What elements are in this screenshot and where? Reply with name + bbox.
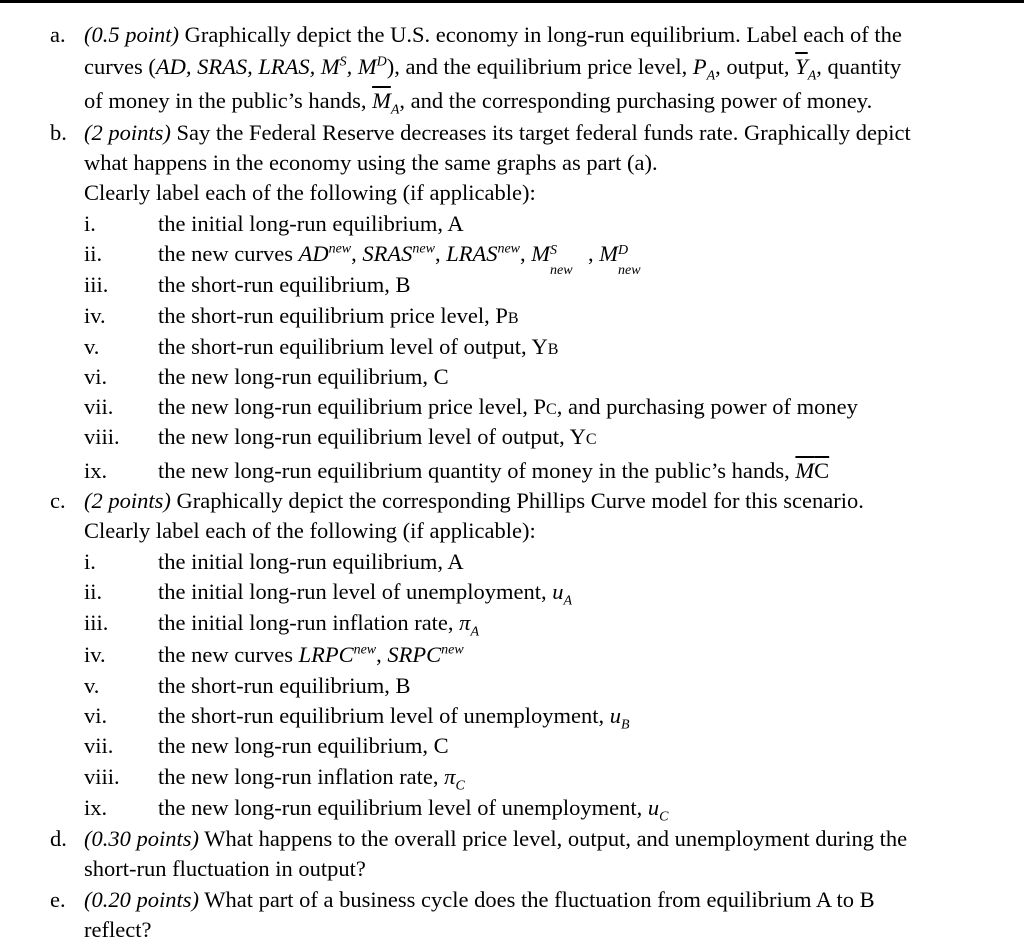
question-a-text-2-pre: curves ( [84,54,156,79]
item-small-cap: B [547,341,559,358]
question-a-pa-sub: A [706,68,716,84]
question-e-text-1: What part of a business cycle does the fluctuation from equilibrium A to B [204,887,875,912]
item-text-main: the short-run equilibrium level of output, Y [158,334,548,359]
question-a-ya: $\overline{Y}$ [795,54,808,79]
item-var: u [552,579,564,604]
question-a-text-3-pre: of money in the public’s hands, [84,88,373,113]
item-text-main: the new long-run equilibrium level of output, Y [158,424,586,449]
item-var-sub: A [563,593,573,609]
question-a-line-2 [84,54,902,84]
item-text-main: the new curves [158,642,299,667]
question-d-letter: d. [50,826,67,851]
question-c-letter-line [50,490,66,513]
question-d-text-2: short-run fluctuation in output? [84,856,366,881]
item-text-main: the new long-run equilibrium level of unemployment, [158,795,648,820]
item-text: the new long-run equilibrium, C [158,364,449,389]
item-number: viii. [84,764,120,789]
ad-new-sup: new [328,241,352,257]
item-text [158,305,519,328]
question-a-text-2-end: , quantity [816,54,902,79]
srpc-label: SRPC [387,642,442,667]
item-text-main: the short-run equilibrium level of unemployment, [158,703,610,728]
item-number: ii. [84,241,103,266]
item-text-main: the short-run equilibrium price level, P [158,303,508,328]
item-number: vii. [84,394,114,419]
item-text-main: the new long-run equilibrium price level, P [158,394,547,419]
item-number: i. [84,549,96,574]
mc-c: $\overline{C}$ [814,458,830,483]
item-text-main: the new long-run inflation rate, [158,764,445,789]
lras-label: LRAS [446,241,498,266]
question-e-line-2 [84,919,151,942]
lrpc-new-sup: new [353,642,377,658]
question-a-ya-sub: A [807,68,817,84]
question-b-line-2 [84,152,658,175]
question-b-points: (2 points) [84,120,171,145]
item-number: iii. [84,272,109,297]
item-var-sub: A [470,624,480,640]
item-var: u [647,795,660,820]
question-c-letter: c. [50,488,66,513]
question-a-ma: $\overline{M}$ [372,88,391,113]
top-edge-line [0,0,1024,3]
item-text [158,426,597,449]
item-text [158,610,480,640]
md-label: M [599,241,619,266]
question-a-text-1: Graphically depict the U.S. economy in long-run equilibrium. Label each of the [184,22,902,47]
item-small-cap: B [507,310,519,327]
ms-label: M [531,241,551,266]
item-text [158,579,573,609]
item-text-tail: , and purchasing power of money [556,394,858,419]
item-var: π [444,764,456,789]
item-var-sub: C [659,809,669,825]
item-text: the new curves $LRPC^{new}$, $SRPC^{new}$ [158,642,464,667]
item-text [158,703,630,733]
question-a-points: (0.5 point) [84,22,179,47]
question-e-points: (0.20 points) [84,887,199,912]
mc-m: $\overline{M}$ [795,458,815,483]
item-text: the initial long-run equilibrium, A [158,549,464,574]
item-text [158,764,465,794]
question-b-letter: b. [50,120,67,145]
item-text: the short-run equilibrium, B [158,673,411,698]
lrpc-label: LRPC [298,642,354,667]
item-text-pre: the new curves [158,241,299,266]
item-text-main: the new long-run equilibrium quantity of money in the public’s hands, [158,458,796,483]
question-a-line-1-text [84,24,902,47]
item-text: the initial long-run equilibrium, A [158,211,464,236]
item-var: u [609,703,622,728]
item-var-sub: C [455,778,465,794]
question-b-letter-line [50,122,67,145]
item-number: iii. [84,610,109,635]
item-text [158,795,669,825]
sras-new-sup: new [412,241,435,257]
item-text [158,460,829,483]
question-a-text-2-output: , output, [715,54,796,79]
item-number: ix. [84,795,108,820]
item-text [158,336,558,359]
question-a-text-2-mid: ), and the equilibrium price level, [386,54,693,79]
question-c-line-1 [84,490,864,513]
item-text: the new long-run equilibrium, C [158,733,449,758]
item-text-main: the initial long-run inflation rate, [158,610,460,635]
question-b-text-1: Say the Federal Reserve decreases its target federal funds rate. Graphically depict [176,120,911,145]
question-d-line-2 [84,858,366,881]
question-a-ma-sub: A [390,102,400,118]
question-d-text-1: What happens to the overall price level, output, and unemployment during the [204,826,908,851]
question-a-ms-sup: S [339,54,347,70]
question-c-line-2 [84,520,536,543]
item-small-cap: C [546,401,557,418]
question-a-md-sup: D [376,54,387,70]
question-c-text-1: Graphically depict the corresponding Phillips Curve model for this scenario. [176,488,864,513]
item-small-cap: C [585,431,597,448]
item-var-sub: B [621,717,630,733]
question-b-line-3 [84,182,536,205]
question-a-line-1 [50,24,66,47]
item-text [158,396,858,419]
item-number: v. [84,334,100,359]
question-e-letter: e. [50,887,66,912]
item-number: vi. [84,703,108,728]
lras-new-sup: new [497,241,521,257]
sras-label: SRAS [362,241,413,266]
item-number: iv. [84,303,106,328]
srpc-new-sup: new [441,642,464,658]
question-d-points: (0.30 points) [84,826,199,851]
item-number: viii. [84,424,120,449]
item-number: ii. [84,579,103,604]
question-e-text-2: reflect? [84,917,152,942]
item-number: v. [84,673,100,698]
item-number: iv. [84,642,106,667]
item-number: vi. [84,364,108,389]
question-b-text-3: Clearly label each of the following (if applicable): [84,180,536,205]
question-d-line-1 [84,828,907,851]
question-d-letter-line [50,828,67,851]
item-text: the short-run equilibrium, B [158,272,411,297]
question-e-line-1 [84,889,875,912]
question-a-curves: AD, SRAS, LRAS, M [155,54,340,79]
question-c-text-2: Clearly label each of the following (if applicable): [84,518,536,543]
ad-label: AD [298,241,329,266]
item-text: the new curves $AD^{new}$, $SRAS^{new}$, $LRAS^{new}$, M S new , M D new [158,241,641,278]
item-number: ix. [84,458,108,483]
question-a-letter: a. [50,22,66,47]
item-text-main: the initial long-run level of unemployment, [158,579,553,604]
item-number: i. [84,211,96,236]
question-a-md: , M [346,54,377,79]
question-b-line-1 [84,122,911,145]
question-a-text-3-end: , and the corresponding purchasing power of money. [399,88,873,113]
question-e-letter-line [50,889,66,912]
item-var: π [459,610,471,635]
question-c-points: (2 points) [84,488,171,513]
question-a-line-3 [84,88,873,118]
question-b-text-2: what happens in the economy using the same graphs as part (a). [84,150,658,175]
question-a-pa: P [692,54,707,79]
item-number: vii. [84,733,114,758]
